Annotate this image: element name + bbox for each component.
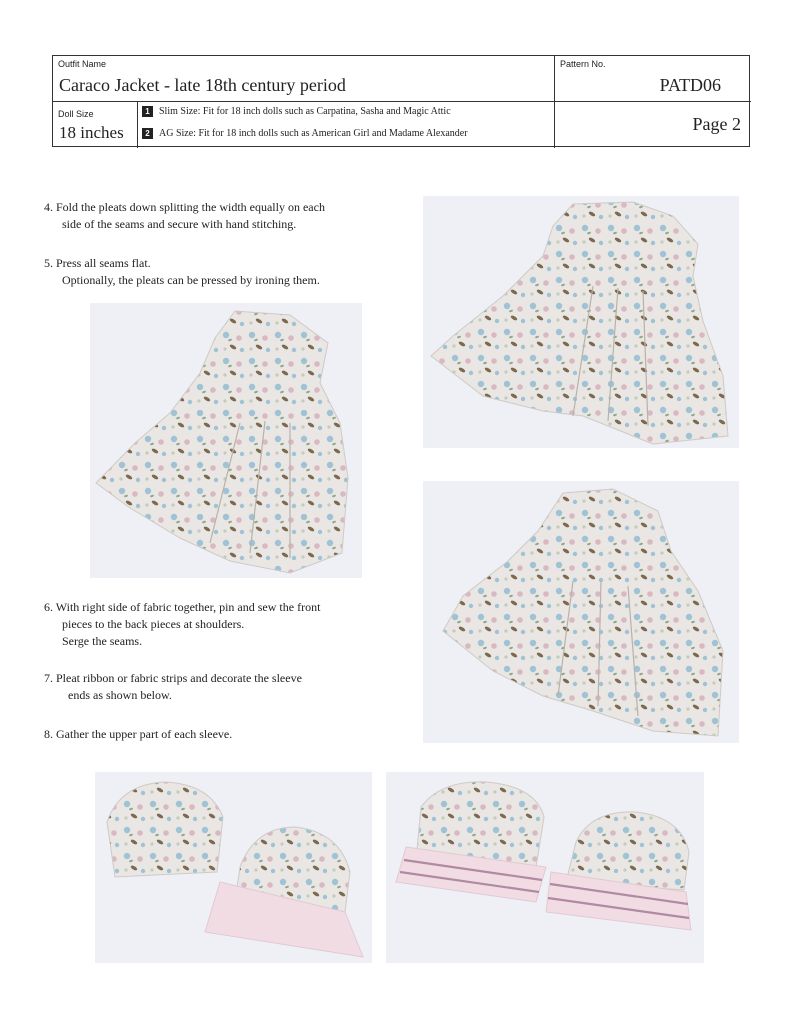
step-7-line-2: ends as shown below. — [68, 688, 172, 702]
size-1-text: Slim Size: Fit for 18 inch dolls such as Carpatina, Sasha and Magic Attic — [159, 106, 451, 117]
outfit-name-label: Outfit Name — [58, 59, 107, 69]
page-number: Page 2 — [692, 114, 741, 134]
size-2-text: AG Size: Fit for 18 inch dolls such as American Girl and Madame Alexander — [159, 128, 468, 139]
step-4-line-2: side of the seams and secure with hand stitching. — [62, 217, 297, 231]
pattern-no: PATD06 — [659, 75, 721, 95]
doll-size-cell — [53, 102, 138, 148]
step-6-line-2: pieces to the back pieces at shoulders. — [62, 617, 245, 631]
step-8-line-1: 8. Gather the upper part of each sleeve. — [44, 727, 233, 741]
photo-sleeves-ruffle — [95, 772, 372, 963]
size-1-badge: 1 — [142, 106, 153, 117]
step-7-line-1: 7. Pleat ribbon or fabric strips and decorate the sleeve — [44, 671, 302, 685]
size-option-1 — [142, 106, 451, 117]
size-2-badge: 2 — [142, 128, 153, 139]
doll-size: 18 inches — [59, 123, 124, 142]
photo-pleats-pressed — [90, 303, 362, 578]
pattern-header — [52, 55, 750, 147]
step-6-line-3: Serge the seams. — [62, 634, 143, 648]
pattern-no-label: Pattern No. — [560, 59, 606, 69]
pattern-no-cell — [555, 56, 751, 102]
photo-shoulders-sewn — [423, 481, 739, 743]
step-6-line-1: 6. With right side of fabric together, pin and sew the front — [44, 600, 321, 614]
step-4-line-1: 4. Fold the pleats down splitting the width equally on each — [44, 200, 325, 214]
step-5-line-1: 5. Press all seams flat. — [44, 256, 151, 270]
outfit-name-cell — [53, 56, 555, 102]
step-5-line-2: Optionally, the pleats can be pressed by ironing them. — [62, 273, 320, 287]
size-option-2 — [142, 128, 468, 139]
photo-sleeves-ribbon — [386, 772, 704, 963]
outfit-name: Caraco Jacket - late 18th century period — [59, 75, 346, 95]
page-cell — [555, 102, 751, 148]
photo-pleats-folded — [423, 196, 739, 448]
doll-size-label: Doll Size — [58, 109, 94, 119]
size-descriptions — [138, 102, 555, 148]
